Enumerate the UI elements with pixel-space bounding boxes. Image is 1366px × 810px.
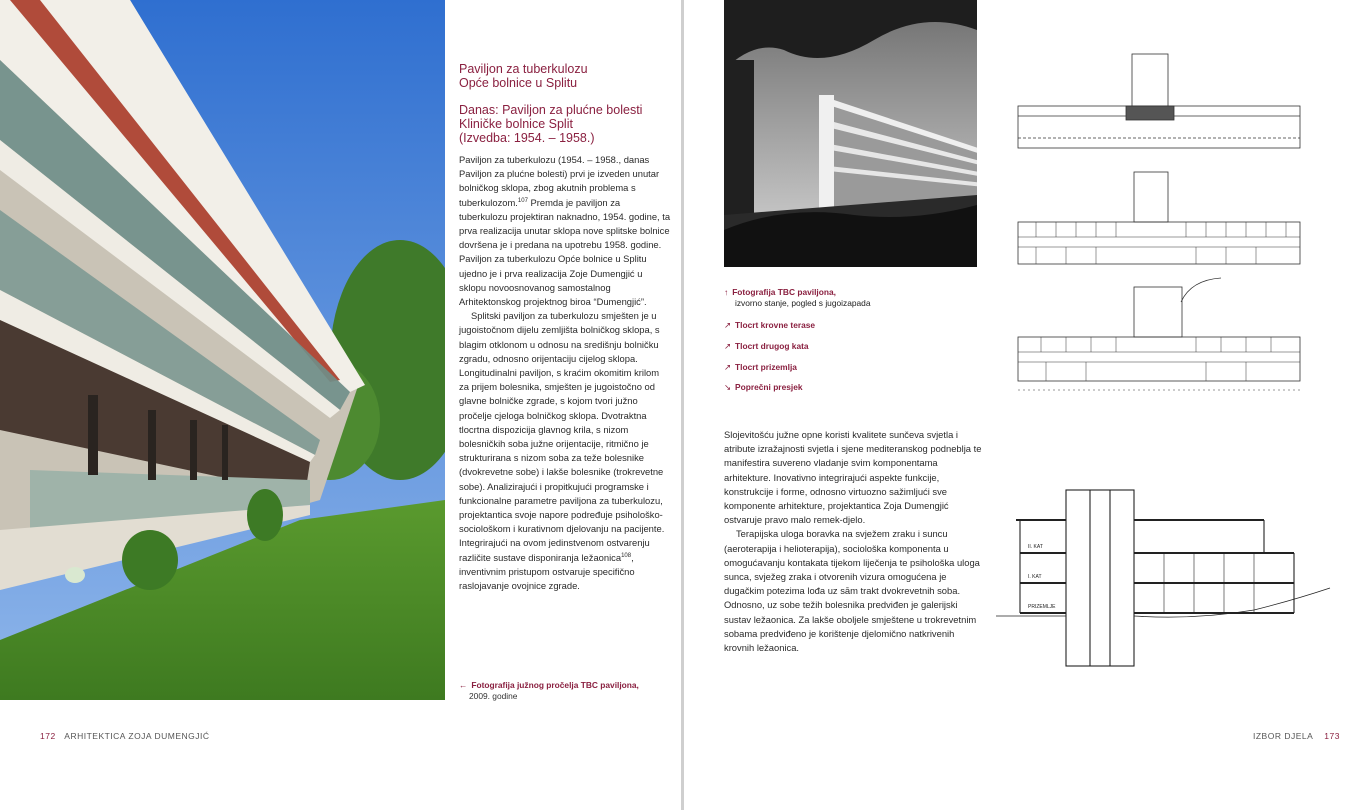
floor-plans-drawing xyxy=(1016,52,1302,402)
caption-roof-plan-title: Tlocrt krovne terase xyxy=(735,320,816,330)
paragraph-1 xyxy=(459,153,671,309)
caption-ground-floor-title: Tlocrt prizemlja xyxy=(735,362,797,372)
section-label-ground-floor: PRIZEMLJE xyxy=(1028,604,1056,610)
title xyxy=(459,62,659,90)
cross-section-drawing xyxy=(994,488,1334,668)
caption-arrow-left-icon: ← xyxy=(459,680,468,690)
photo-caption-left xyxy=(459,680,669,702)
running-head-left: ARHITEKTICA ZOJA DUMENGJIĆ xyxy=(64,731,210,741)
subtitle-line-3: (Izvedba: 1954. – 1958.) xyxy=(459,131,595,145)
book-gutter xyxy=(681,0,684,810)
title-line-2: Opće bolnice u Splitu xyxy=(459,76,578,90)
paragraph-2-a: Splitski paviljon za tuberkulozu smješten je u jugoistočnom dijelu zemljišta bolničkog sklopa, s blagim otklonom u odnosu na središnju bolničku zgradu, odnosno orijentaciju cijelog sklopa. Longitudinalni paviljon, s kraćim okomitim krilom za prijem bolesnika, smješten je jugoistočno od glavne bolničke zgrade, s kojom tvori južno pročelje cjeloga bolničkog sklopa. Dvotraktna tlocrtna dispozicija glavnog krila, s nizom bolesničkih soba južne orijentacije, ritmično je strukturirana s nizom soba za teže bolesnike (dvokrevetne sobe) i lakše bolesnike (trokrevetne sobe). Analizirajući i propitkujući programske i funkcionalne parametre paviljona za tuberkulozu, projektantica svoje napore podređuje psihološko-sociološkom i kurativnom djelovanju na pacijente. Integrirajući na ovom jedinstvenom ostvarenju različite sustave disponiranja ležaonica xyxy=(459,310,665,563)
paragraph-1-a: Paviljon za tuberkulozu (1954. – 1958., danas Paviljon za plućne bolesti) prvi je izveden unutar bolničkog sklopa, zbog akutnih problema s tuberkulozom. xyxy=(459,154,660,208)
arrow-ne-icon: ↗ xyxy=(724,320,732,330)
arrow-up-icon: ↑ xyxy=(724,287,729,297)
caption-cross-section xyxy=(724,382,803,393)
caption-second-floor-plan xyxy=(724,341,809,352)
title-line-1: Paviljon za tuberkulozu xyxy=(459,62,588,76)
subtitle xyxy=(459,103,669,145)
pavilion-south-facade-photo xyxy=(0,0,445,700)
footnote-107: 107 xyxy=(517,197,528,204)
section-label-1st-floor: I. KAT xyxy=(1028,574,1042,580)
right-paragraph-2: Terapijska uloga boravka na svježem zraku i suncu (aeroterapija i helioterapija), sociološka komponenta u omogućavanju kontakata tijekom liječenja te psihološka uloga sunca, svježeg zraka i otvorenih vizura omogućena je dugačkim potezima lođa uz sām trakt dvokrevetnih soba. Odnosno, uz sobe težih bolesnika predviđen je galerijski sustav ležaonica. Za lakše oboljele smještene u trokrevetnim sobama predviđeno je korištenje djelomično natkrivenih krovnih ležaonica. xyxy=(724,528,980,654)
subtitle-line-2: Kliničke bolnice Split xyxy=(459,117,573,131)
folio-right xyxy=(1253,731,1340,741)
running-head-right: IZBOR DJELA xyxy=(1253,731,1313,741)
left-page xyxy=(0,0,682,810)
historic-pavilion-photo xyxy=(724,0,977,267)
caption-photo-title: Fotografija TBC paviljona, xyxy=(732,287,836,297)
paragraph-2-b: , inventivnim pristupom ostvaruje specifično raslojavanje ovojnice zgrade. xyxy=(459,551,635,592)
arrow-se-icon: ↘ xyxy=(724,382,732,392)
body-text-right xyxy=(724,428,986,655)
page-number-right: 173 xyxy=(1324,731,1340,741)
right-paragraph-1: Slojevitošću južne opne koristi kvalitete sunčeva svjetla i atribute izražajnosti svjetla i sjene mediteranskog podneblja te manifestira suvereno vladanje svim komponentama arhitekture. Inovativno integrirajući aspekte funkcije, konstrukcije i forme, odnosno virtuozno sažimljući sve komponente arhitekture, projektantica Zoja Dumengjić ostvaruje pravo malo remek-djelo. xyxy=(724,429,982,526)
caption-sub: 2009. godine xyxy=(469,691,518,701)
caption-roof-plan xyxy=(724,320,815,331)
caption-photo xyxy=(724,287,871,309)
caption-title: Fotografija južnog pročelja TBC paviljona, xyxy=(471,680,639,690)
arrow-ne-icon: ↗ xyxy=(724,341,732,351)
subtitle-line-1: Danas: Paviljon za plućne bolesti xyxy=(459,103,643,117)
caption-ground-floor-plan xyxy=(724,362,797,373)
paragraph-2 xyxy=(459,309,671,593)
paragraph-1-b: Premda je paviljon za tuberkulozu projektiran naknadno, 1954. godine, ta prva realizacija unutar sklopa nove splitske bolnice dovršena je i predana na upotrebu 1958. godine. Paviljon za tuberkulozu Opće bolnice u Splitu ujedno je i prva realizacija Zoje Dumengjić u sklopu novoosnovanog samostalnog Arhitektonskog projektnog biroa “Dumengjić”. xyxy=(459,196,671,308)
caption-cross-section-title: Poprečni presjek xyxy=(735,382,803,392)
page-number-left: 172 xyxy=(40,731,56,741)
section-label-2nd-floor: II. KAT xyxy=(1028,544,1043,550)
folio-left xyxy=(40,731,210,741)
arrow-ne-icon: ↗ xyxy=(724,362,732,372)
body-text-left xyxy=(459,153,671,593)
caption-photo-sub: izvorno stanje, pogled s jugoizapada xyxy=(735,298,871,308)
caption-second-floor-title: Tlocrt drugog kata xyxy=(735,341,809,351)
footnote-108: 108 xyxy=(621,552,632,559)
